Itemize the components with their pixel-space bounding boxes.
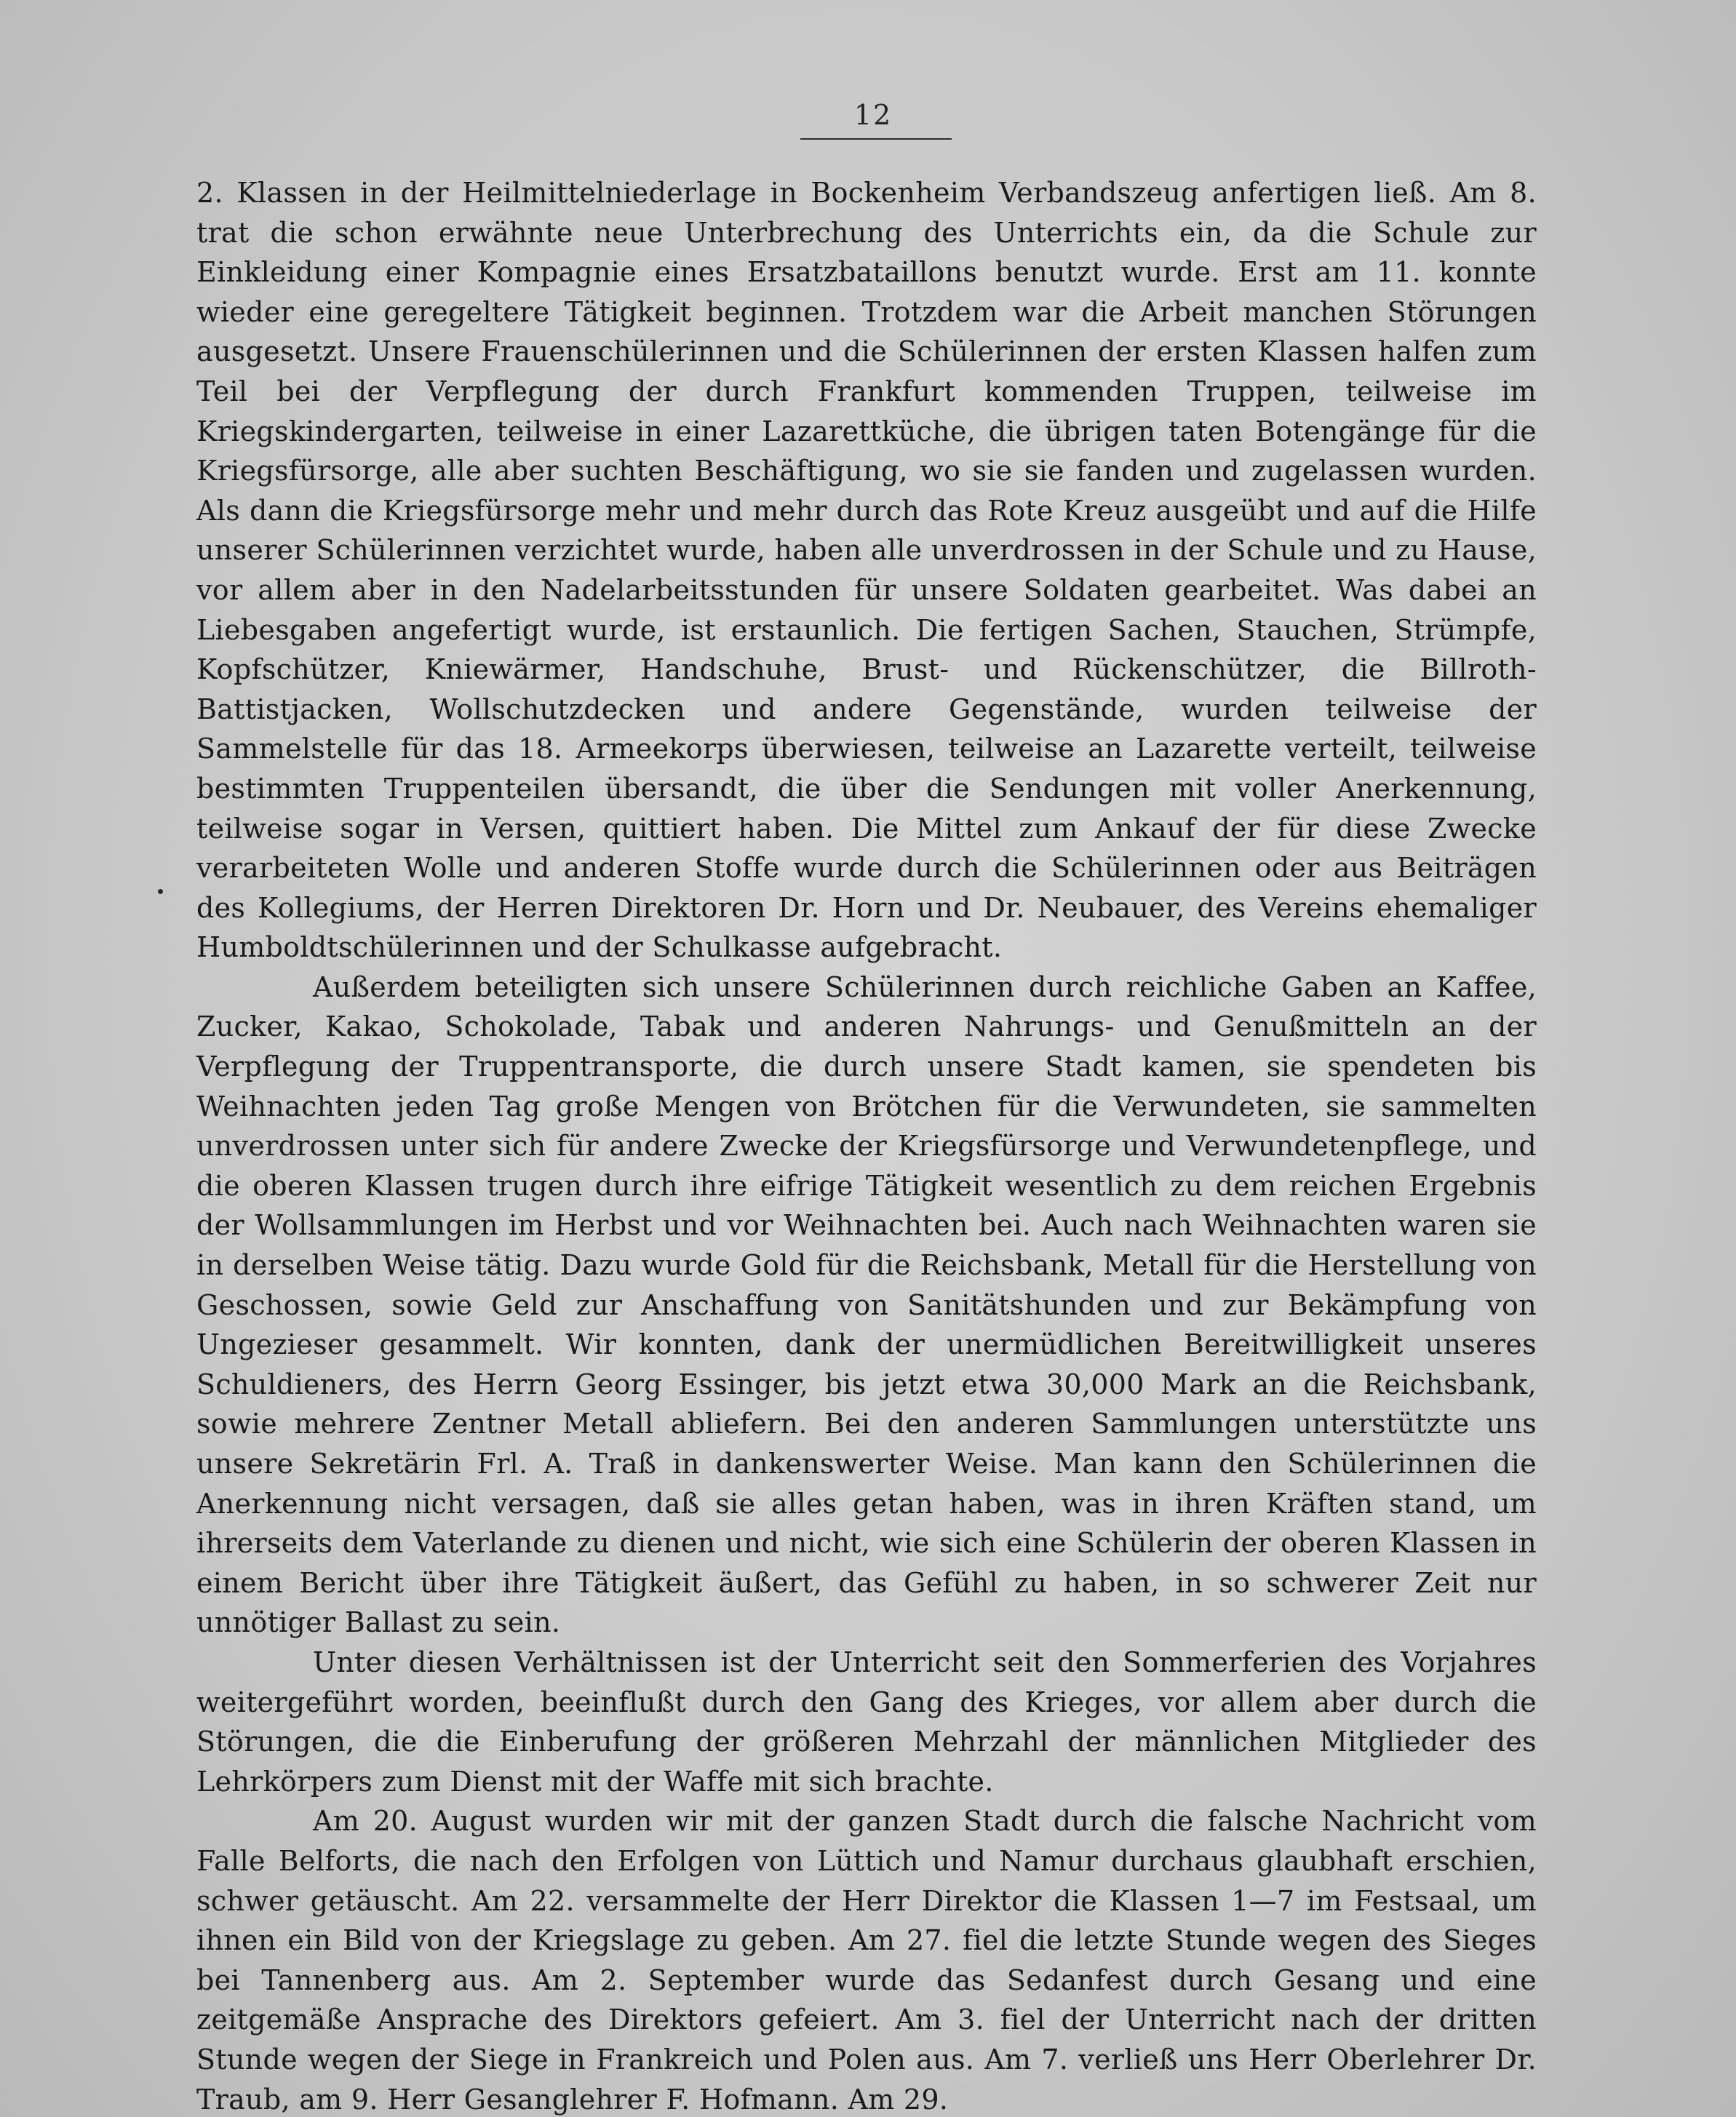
body-text xyxy=(196,173,1537,2117)
page-number: 12 xyxy=(853,99,893,131)
paragraph-4: Am 20. August wurden wir mit der ganzen Stadt durch die falsche Nachricht vom Falle Belforts, die nach den Erfolgen von Lüttich und Namur durchaus glaubhaft erschien, schwer getäuscht. Am 22. versammelte der Herr Direktor die Klassen 1—7 im Festsaal, um ihnen ein Bild von der Kriegslage zu geben. Am 27. fiel die letzte Stunde wegen des Sieges bei Tannenberg aus. Am 2. September wurde das Sedanfest durch Gesang und eine zeitgemäße Ansprache des Direktors gefeiert. Am 3. fiel der Unterricht nach der dritten Stunde wegen der Siege in Frankreich und Polen aus. Am 7. verließ uns Herr Oberlehrer Dr. Traub, am 9. Herr Gesanglehrer F. Hofmann. Am 29. xyxy=(196,1805,1537,2116)
page-number-rule xyxy=(800,138,952,140)
paragraph-1: 2. Klassen in der Heilmittelniederlage in Bockenheim Verbandszeug anfertigen ließ. Am 8. trat die schon erwähnte neue Unterbrechung des Unterrichts ein, da die Schule zur Einkleidung einer Kompagnie eines Ersatzbataillons benutzt wurde. Erst am 11. konnte wieder eine geregeltere Tätigkeit beginnen. Trotzdem war die Arbeit manchen Störungen ausgesetzt. Unsere Frauenschülerinnen und die Schülerinnen der ersten Klassen halfen zum Teil bei der Verpflegung der durch Frankfurt kommenden Truppen, teilweise im Kriegskindergarten, teilweise in einer Lazarettküche, die übrigen taten Botengänge für die Kriegsfürsorge, alle aber suchten Beschäftigung, wo sie sie fanden und zugelassen wurden. Als dann die Kriegsfürsorge mehr und mehr durch das Rote Kreuz ausgeübt und auf die Hilfe unserer Schülerinnen verzichtet wurde, haben alle unverdrossen in der Schule und zu Hause, vor allem aber in den Nadelarbeitsstunden für unsere Soldaten gearbeitet. Was dabei an Liebesgaben angefertigt wurde, ist erstaunlich. Die fertigen Sachen, Stauchen, Strümpfe, Kopfschützer, Kniewärmer, Handschuhe, Brust- und Rückenschützer, die Billroth-Battistjacken, Wollschutzdecken und andere Gegenstände, wurden teilweise der Sammelstelle für das 18. Armeekorps überwiesen, teilweise an Lazarette verteilt, teilweise bestimmten Truppenteilen übersandt, die über die Sendungen mit voller Anerkennung, teilweise sogar in Versen, quittiert haben. Die Mittel zum Ankauf der für diese Zwecke verarbeiteten Wolle und anderen Stoffe wurde durch die Schülerinnen oder aus Beiträgen des Kollegiums, der Herren Direktoren Dr. Horn und Dr. Neubauer, des Vereins ehemaliger Humboldtschülerinnen und der Schulkasse aufgebracht. xyxy=(196,177,1537,964)
paragraph-2: Außerdem beteiligten sich unsere Schülerinnen durch reichliche Gaben an Kaffee, Zucker, Kakao, Schokolade, Tabak und anderen Nahrungs- und Genußmitteln an der Verpflegung der Truppentransporte, die durch unsere Stadt kamen, sie spendeten bis Weihnachten jeden Tag große Mengen von Brötchen für die Verwundeten, sie sammelten unverdrossen unter sich für andere Zwecke der Kriegsfürsorge und Verwundetenpflege, und die oberen Klassen trugen durch ihre eifrige Tätigkeit wesentlich zu dem reichen Ergebnis der Wollsammlungen im Herbst und vor Weihnachten bei. Auch nach Weihnachten waren sie in derselben Weise tätig. Dazu wurde Gold für die Reichsbank, Metall für die Herstellung von Geschossen, sowie Geld zur Anschaffung von Sanitätshunden und zur Bekämpfung von Ungezieser gesammelt. Wir konnten, dank der unermüdlichen Bereitwilligkeit unseres Schuldieners, des Herrn Georg Essinger, bis jetzt etwa 30,000 Mark an die Reichsbank, sowie mehrere Zentner Metall abliefern. Bei den anderen Sammlungen unterstützte uns unsere Sekretärin Frl. A. Traß in dankenswerter Weise. Man kann den Schülerinnen die Anerkennung nicht versagen, daß sie alles getan haben, was in ihren Kräften stand, um ihrerseits dem Vaterlande zu dienen und nicht, wie sich eine Schülerin der oberen Klassen in einem Bericht über ihre Tätigkeit äußert, das Gefühl zu haben, in so schwerer Zeit nur unnötiger Ballast zu sein. xyxy=(196,970,1537,1639)
margin-dot-mark xyxy=(158,889,163,894)
paragraph-3: Unter diesen Verhältnissen ist der Unterricht seit den Sommerferien des Vorjahres weitergeführt worden, beeinflußt durch den Gang des Krieges, vor allem aber durch die Störungen, die die Einberufung der größeren Mehrzahl der männlichen Mitglieder des Lehrkörpers zum Dienst mit der Waffe mit sich brachte. xyxy=(196,1646,1537,1798)
